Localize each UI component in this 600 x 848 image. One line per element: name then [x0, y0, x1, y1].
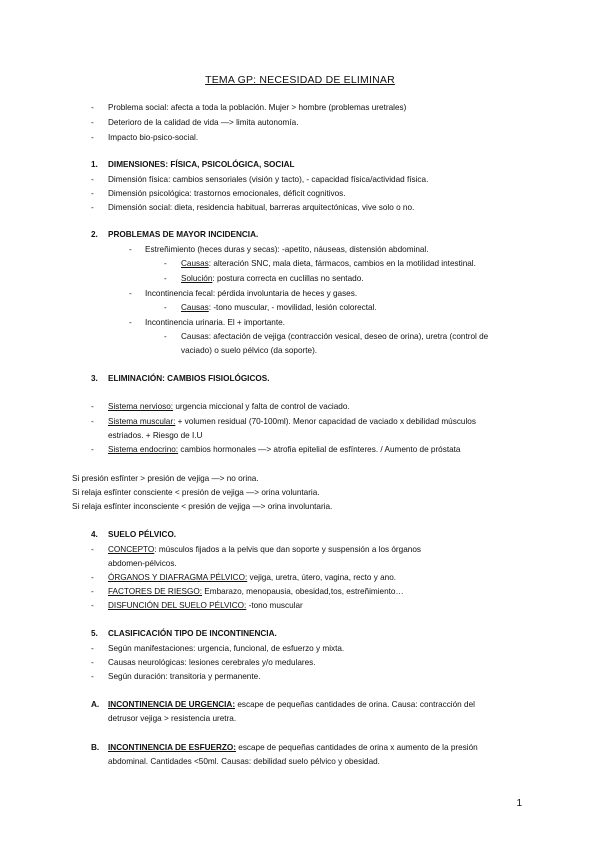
- bullet-dash: -: [129, 318, 132, 327]
- list-item: abdomen-pélvicos.: [108, 559, 177, 568]
- bullet-dash: -: [91, 644, 94, 653]
- list-item: INCONTINENCIA DE ESFUERZO: escape de pequeñas cantidades de orina x aumento de la presión: [108, 743, 478, 752]
- bullet-dash: -: [91, 545, 94, 554]
- list-item: Sistema muscular: + volumen residual (70-100ml). Menor capacidad de vaciado x debilidad músculos: [108, 417, 476, 426]
- bullet-dash: -: [91, 133, 94, 142]
- document-title: TEMA GP: NECESIDAD DE ELIMINAR: [205, 74, 395, 86]
- bullet-dash: -: [164, 274, 167, 283]
- bullet-dash: -: [91, 417, 94, 426]
- list-item: ÓRGANOS Y DIAFRAGMA PÉLVICO: vejiga, uretra, útero, vagina, recto y ano.: [108, 573, 397, 582]
- bullet-dash: -: [91, 587, 94, 596]
- list-item: Solución: postura correcta en cuclillas no sentado.: [181, 274, 364, 283]
- intro-item: Impacto bio-psico-social.: [108, 133, 199, 142]
- section-number: 1.: [91, 160, 98, 169]
- rule-line: Si relaja esfínter consciente < presión de vejiga —> orina voluntaria.: [72, 488, 320, 497]
- rule-line: Si presión esfínter > presión de vejiga —> no orina.: [72, 474, 259, 483]
- list-item: FACTORES DE RIESGO: Embarazo, menopausia, obesidad,tos, estreñimiento…: [108, 587, 404, 596]
- list-item: Según duración: transitoria y permanente.: [108, 672, 261, 681]
- list-item: Causas: -tono muscular, - movilidad, lesión colorectal.: [181, 303, 377, 312]
- list-item: DISFUNCIÓN DEL SUELO PÉLVICO: -tono muscular: [108, 601, 303, 610]
- list-item: Causas: alteración SNC, mala dieta, fármacos, cambios en la motilidad intestinal.: [181, 259, 476, 268]
- section-heading: ELIMINACIÓN: CAMBIOS FISIOLÓGICOS.: [108, 374, 270, 383]
- list-item: detrusor vejiga > resistencia uretra.: [108, 714, 237, 723]
- bullet-dash: -: [91, 189, 94, 198]
- bullet-dash: -: [164, 259, 167, 268]
- list-item: Según manifestaciones: urgencia, funcional, de esfuerzo y mixta.: [108, 644, 345, 653]
- bullet-dash: -: [91, 658, 94, 667]
- section-letter: B.: [91, 743, 100, 752]
- intro-item: Deterioro de la calidad de vida —> limita autonomía.: [108, 118, 299, 127]
- bullet-dash: -: [164, 303, 167, 312]
- list-item: Dimensión física: cambios sensoriales (visión y tacto), - capacidad física/actividad física.: [108, 175, 429, 184]
- list-item: Dimensión social: dieta, residencia habitual, barreras arquitectónicas, vive solo o no.: [108, 203, 415, 212]
- bullet-dash: -: [91, 402, 94, 411]
- section-heading: PROBLEMAS DE MAYOR INCIDENCIA.: [108, 230, 259, 239]
- list-item: Estreñimiento (heces duras y secas): -apetito, náuseas, distensión abdominal.: [145, 245, 429, 254]
- section-number: 3.: [91, 374, 98, 383]
- bullet-dash: -: [91, 103, 94, 112]
- list-item: Causas neurológicas: lesiones cerebrales y/o medulares.: [108, 658, 316, 667]
- list-item: Dimensión psicológica: trastornos emocionales, déficit cognitivos.: [108, 189, 346, 198]
- list-item: Incontinencia fecal: pérdida involuntaria de heces y gases.: [145, 289, 358, 298]
- bullet-dash: -: [91, 601, 94, 610]
- list-item: CONCEPTO: músculos fijados a la pelvis que dan soporte y suspensión a los órganos: [108, 545, 421, 554]
- section-number: 5.: [91, 629, 98, 638]
- bullet-dash: -: [91, 118, 94, 127]
- section-heading: DIMENSIONES: FÍSICA, PSICOLÓGICA, SOCIAL: [108, 160, 295, 169]
- bullet-dash: -: [91, 175, 94, 184]
- section-number: 4.: [91, 530, 98, 539]
- section-number: 2.: [91, 230, 98, 239]
- list-item: estriados. + Riesgo de I.U: [108, 431, 203, 440]
- bullet-dash: -: [91, 672, 94, 681]
- rule-line: Si relaja esfínter inconsciente < presión de vejiga —> orina involuntaria.: [72, 502, 333, 511]
- list-item: Incontinencia urinaria. El + importante.: [145, 318, 285, 327]
- bullet-dash: -: [91, 203, 94, 212]
- bullet-dash: -: [164, 332, 167, 341]
- list-item: Sistema endocrino: cambios hormonales —> atrofia epitelial de esfínteres. / Aumento de próstata: [108, 445, 461, 454]
- list-item: abdominal. Cantidades <50ml. Causas: debilidad suelo pélvico y obesidad.: [108, 757, 380, 766]
- bullet-dash: -: [129, 289, 132, 298]
- list-item: INCONTINENCIA DE URGENCIA: escape de pequeñas cantidades de orina. Causa: contracción del: [108, 700, 475, 709]
- section-heading: CLASIFICACIÓN TIPO DE INCONTINENCIA.: [108, 629, 277, 638]
- page-number: 1: [516, 798, 522, 809]
- section-letter: A.: [91, 700, 100, 709]
- bullet-dash: -: [91, 573, 94, 582]
- bullet-dash: -: [129, 245, 132, 254]
- section-heading: SUELO PÉLVICO.: [108, 530, 177, 539]
- list-item: vaciado) o suelo pélvico (da soporte).: [181, 346, 318, 355]
- list-item: Sistema nervioso: urgencia miccional y falta de control de vaciado.: [108, 402, 350, 411]
- bullet-dash: -: [91, 445, 94, 454]
- intro-item: Problema social: afecta a toda la población. Mujer > hombre (problemas uretrales): [108, 103, 407, 112]
- list-item: Causas: afectación de vejiga (contracción vesical, deseo de orina), uretra (control de: [181, 332, 489, 341]
